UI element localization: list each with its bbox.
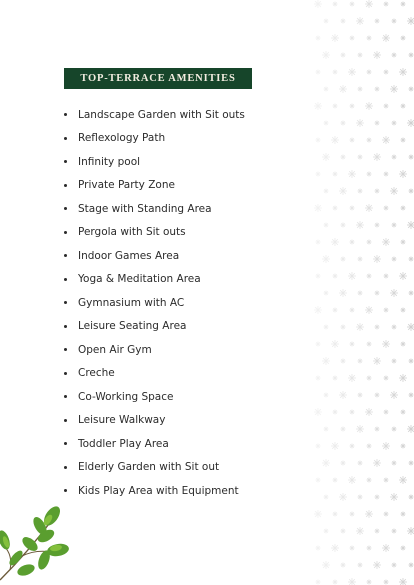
pattern-star — [367, 240, 372, 245]
pattern-star — [407, 323, 414, 331]
pattern-star — [341, 427, 346, 432]
pattern-star — [314, 306, 322, 314]
amenity-label: Kids Play Area with Equipment — [78, 484, 239, 497]
pattern-star — [333, 206, 338, 211]
pattern-star — [341, 325, 346, 330]
pattern-star — [341, 19, 346, 24]
pattern-star — [401, 444, 406, 449]
pattern-star — [358, 359, 363, 364]
pattern-star — [322, 255, 330, 263]
section-heading-text: TOP-TERRACE AMENITIES — [80, 73, 236, 84]
pattern-star — [384, 512, 389, 517]
pattern-star — [384, 70, 389, 75]
pattern-star — [382, 442, 390, 450]
pattern-star — [324, 189, 329, 194]
pattern-star — [382, 34, 390, 42]
pattern-star — [375, 393, 380, 398]
pattern-star — [314, 204, 322, 212]
pattern-star — [358, 53, 363, 58]
pattern-star — [316, 172, 321, 177]
pattern-star — [407, 17, 414, 25]
pattern-star — [407, 119, 414, 127]
amenity-label: Open Air Gym — [78, 343, 152, 356]
pattern-star — [399, 374, 407, 382]
pattern-star — [316, 240, 321, 245]
pattern-star — [392, 325, 397, 330]
pattern-star — [356, 323, 364, 331]
pattern-star — [324, 19, 329, 24]
pattern-star — [314, 510, 322, 518]
pattern-star — [399, 578, 407, 585]
amenity-label: Yoga & Meditation Area — [78, 273, 201, 286]
pattern-star — [384, 2, 389, 7]
pattern-star — [350, 36, 355, 41]
pattern-star — [322, 561, 330, 569]
pattern-star — [358, 563, 363, 568]
pattern-star — [409, 53, 414, 58]
pattern-star — [324, 121, 329, 126]
bullet-icon — [64, 372, 67, 375]
pattern-star — [324, 393, 329, 398]
pattern-star — [350, 206, 355, 211]
pattern-star — [375, 87, 380, 92]
pattern-star — [392, 359, 397, 364]
pattern-star — [390, 391, 398, 399]
pattern-star — [365, 408, 373, 416]
pattern-star — [341, 563, 346, 568]
pattern-star — [333, 512, 338, 517]
pattern-star — [407, 425, 414, 433]
pattern-star — [333, 580, 338, 585]
pattern-star — [341, 529, 346, 534]
pattern-star — [339, 85, 347, 93]
pattern-star — [356, 119, 364, 127]
pattern-star — [341, 121, 346, 126]
pattern-star — [316, 546, 321, 551]
pattern-star — [392, 53, 397, 58]
amenity-label: Stage with Standing Area — [78, 202, 212, 215]
pattern-star — [407, 221, 414, 229]
pattern-star — [382, 544, 390, 552]
pattern-star — [331, 340, 339, 348]
pattern-star — [350, 444, 355, 449]
pattern-star — [399, 68, 407, 76]
pattern-star — [350, 512, 355, 517]
pattern-star — [316, 70, 321, 75]
pattern-star — [324, 291, 329, 296]
pattern-star — [350, 410, 355, 415]
pattern-star — [409, 257, 414, 262]
pattern-star — [384, 308, 389, 313]
pattern-star — [350, 2, 355, 7]
pattern-star — [322, 459, 330, 467]
pattern-star — [392, 19, 397, 24]
pattern-star — [375, 427, 380, 432]
bullet-icon — [64, 466, 67, 469]
pattern-star — [401, 240, 406, 245]
pattern-star — [409, 189, 414, 194]
pattern-star — [392, 121, 397, 126]
pattern-star — [382, 136, 390, 144]
pattern-star — [331, 442, 339, 450]
pattern-star — [384, 478, 389, 483]
pattern-star — [375, 291, 380, 296]
pattern-star — [375, 495, 380, 500]
pattern-star — [322, 51, 330, 59]
pattern-star — [392, 563, 397, 568]
pattern-star — [316, 580, 321, 585]
pattern-star — [356, 527, 364, 535]
bullet-icon — [64, 278, 67, 281]
amenity-label: Private Party Zone — [78, 179, 175, 192]
pattern-star — [384, 376, 389, 381]
amenity-label: Reflexology Path — [78, 132, 166, 145]
pattern-star — [339, 391, 347, 399]
pattern-star — [339, 187, 347, 195]
amenity-label: Gymnasium with AC — [78, 296, 185, 309]
pattern-star — [356, 17, 364, 25]
pattern-star — [375, 121, 380, 126]
pattern-star — [367, 138, 372, 143]
amenity-label: Indoor Games Area — [78, 249, 180, 262]
pattern-star — [401, 104, 406, 109]
pattern-star — [316, 478, 321, 483]
pattern-star — [390, 493, 398, 501]
pattern-star — [331, 238, 339, 246]
pattern-star — [375, 19, 380, 24]
pattern-star — [348, 374, 356, 382]
pattern-star — [373, 153, 381, 161]
amenity-label: Landscape Garden with Sit outs — [78, 108, 245, 121]
pattern-star — [358, 393, 363, 398]
pattern-star — [401, 342, 406, 347]
bullet-icon — [64, 231, 67, 234]
pattern-star — [341, 461, 346, 466]
pattern-star — [367, 376, 372, 381]
pattern-star — [407, 527, 414, 535]
pattern-star — [358, 189, 363, 194]
pattern-star — [409, 155, 414, 160]
pattern-star — [375, 189, 380, 194]
pattern-star — [333, 478, 338, 483]
pattern-star — [314, 408, 322, 416]
pattern-star — [399, 272, 407, 280]
pattern-star — [324, 87, 329, 92]
pattern-star — [401, 512, 406, 517]
pattern-star — [392, 257, 397, 262]
pattern-star — [373, 357, 381, 365]
pattern-star — [390, 85, 398, 93]
pattern-star — [322, 153, 330, 161]
pattern-star — [390, 289, 398, 297]
pattern-star — [365, 510, 373, 518]
pattern-star — [341, 53, 346, 58]
pattern-star — [350, 546, 355, 551]
pattern-star — [401, 206, 406, 211]
pattern-star — [333, 172, 338, 177]
pattern-star — [367, 580, 372, 585]
pattern-star — [331, 544, 339, 552]
pattern-star — [375, 325, 380, 330]
pattern-star — [358, 87, 363, 92]
amenity-label: Pergola with Sit outs — [78, 226, 186, 239]
pattern-star — [399, 170, 407, 178]
pattern-star — [409, 87, 414, 92]
pattern-star — [392, 461, 397, 466]
pattern-star — [365, 102, 373, 110]
pattern-star — [358, 257, 363, 262]
pattern-star — [358, 291, 363, 296]
pattern-star — [339, 493, 347, 501]
pattern-star — [409, 461, 414, 466]
pattern-star — [409, 393, 414, 398]
pattern-star — [316, 342, 321, 347]
amenity-label: Toddler Play Area — [78, 437, 169, 450]
pattern-star — [392, 155, 397, 160]
pattern-star — [367, 342, 372, 347]
pattern-star — [409, 495, 414, 500]
pattern-star — [365, 204, 373, 212]
pattern-star — [375, 223, 380, 228]
pattern-star — [384, 580, 389, 585]
pattern-star — [314, 0, 322, 8]
pattern-star — [384, 104, 389, 109]
pattern-star — [367, 36, 372, 41]
pattern-star — [367, 444, 372, 449]
pattern-star — [367, 478, 372, 483]
pattern-star — [358, 495, 363, 500]
pattern-star — [367, 172, 372, 177]
pattern-star — [316, 138, 321, 143]
pattern-star — [341, 257, 346, 262]
pattern-star — [384, 274, 389, 279]
pattern-star — [333, 104, 338, 109]
pattern-star — [348, 170, 356, 178]
pattern-star — [316, 274, 321, 279]
amenity-label: Infinity pool — [78, 155, 141, 168]
pattern-star — [333, 274, 338, 279]
pattern-star — [392, 223, 397, 228]
pattern-star — [350, 342, 355, 347]
pattern-star — [382, 238, 390, 246]
pattern-star — [333, 2, 338, 7]
pattern-star — [392, 529, 397, 534]
pattern-star — [401, 2, 406, 7]
pattern-star — [339, 289, 347, 297]
pattern-star — [316, 376, 321, 381]
pattern-star — [333, 410, 338, 415]
bullet-icon — [64, 184, 67, 187]
pattern-star — [392, 427, 397, 432]
pattern-star — [365, 306, 373, 314]
amenity-label: Co-Working Space — [78, 390, 174, 403]
pattern-star — [409, 291, 414, 296]
pattern-star — [356, 221, 364, 229]
pattern-star — [324, 427, 329, 432]
pattern-star — [324, 495, 329, 500]
pattern-star — [358, 155, 363, 160]
pattern-star — [316, 444, 321, 449]
pattern-star — [367, 274, 372, 279]
pattern-star — [333, 70, 338, 75]
amenity-label: Leisure Walkway — [78, 414, 166, 427]
pattern-star — [316, 36, 321, 41]
pattern-star — [373, 561, 381, 569]
pattern-star — [373, 459, 381, 467]
pattern-star — [350, 308, 355, 313]
pattern-star — [348, 272, 356, 280]
pattern-star — [314, 102, 322, 110]
pattern-star — [348, 578, 356, 585]
amenity-label: Creche — [78, 367, 115, 380]
pattern-star — [350, 240, 355, 245]
amenity-label: Elderly Garden with Sit out — [78, 461, 220, 474]
pattern-star — [341, 359, 346, 364]
pattern-star — [331, 136, 339, 144]
pattern-star — [401, 138, 406, 143]
pattern-star — [356, 425, 364, 433]
pattern-star — [373, 51, 381, 59]
pattern-star — [341, 155, 346, 160]
pattern-star — [384, 410, 389, 415]
bullet-icon — [64, 325, 67, 328]
bullet-icon — [64, 137, 67, 140]
leaf-branch-icon — [0, 500, 80, 585]
pattern-star — [382, 340, 390, 348]
pattern-star — [401, 410, 406, 415]
pattern-star — [367, 546, 372, 551]
pattern-star — [331, 34, 339, 42]
pattern-star — [348, 476, 356, 484]
pattern-star — [409, 563, 414, 568]
pattern-star — [401, 546, 406, 551]
pattern-star — [324, 325, 329, 330]
pattern-star — [409, 359, 414, 364]
section-heading — [64, 68, 252, 89]
pattern-star — [390, 187, 398, 195]
pattern-star — [358, 461, 363, 466]
pattern-star — [401, 36, 406, 41]
pattern-star — [399, 476, 407, 484]
pattern-star — [373, 255, 381, 263]
pattern-star — [348, 68, 356, 76]
pattern-star — [375, 529, 380, 534]
pattern-star — [350, 104, 355, 109]
pattern-star — [401, 308, 406, 313]
pattern-star — [324, 529, 329, 534]
pattern-star — [384, 172, 389, 177]
pattern-star — [322, 357, 330, 365]
amenity-label: Leisure Seating Area — [78, 320, 187, 333]
bullet-icon — [64, 419, 67, 422]
pattern-star — [384, 206, 389, 211]
pattern-star — [333, 308, 338, 313]
pattern-star — [333, 376, 338, 381]
pattern-star — [341, 223, 346, 228]
pattern-star — [365, 0, 373, 8]
pattern-star — [324, 223, 329, 228]
pattern-star — [367, 70, 372, 75]
pattern-star — [350, 138, 355, 143]
